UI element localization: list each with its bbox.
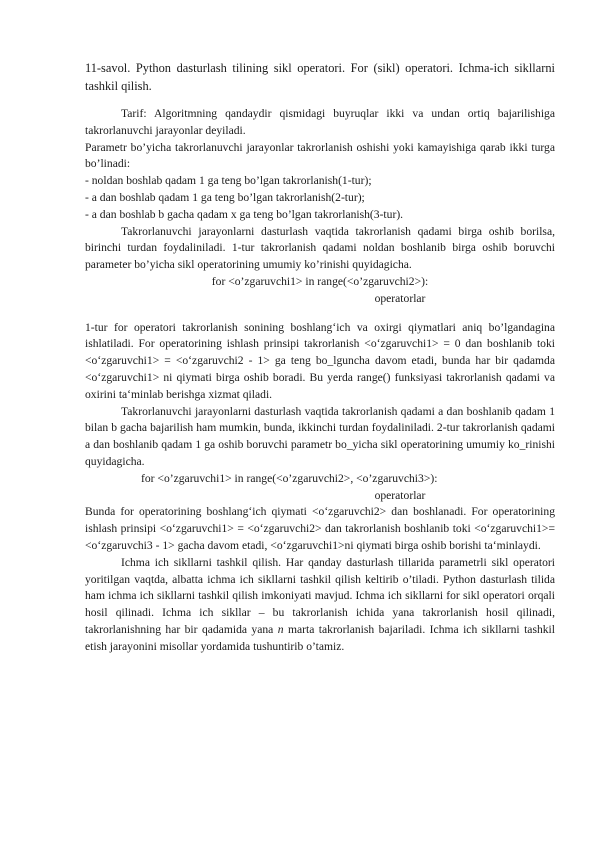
question-title: 11-savol. Python dasturlash tilining sikl operatori. For (sikl) operatori. Ichma-ich sikllarni tashkil qilish. [85,61,555,93]
nested-loops-paragraph: Ichma ich sikllarni tashkil qilish. Har qanday dasturlash tillarida parametrli sikl operatori yoritilgan vaqtda, albatta ichma ich sikllarni tashkil qilish keltirib o’tiladi. Python dasturlash tilida ham ichma ich sikllarni tashkil qilish imkoniyati mavjud. Ichma ich sikllarni for sikl operatori orqali hosil qilinadi. Ichma ich sikllar – bu takrorlanish ichida yana takrorlanish hosil qilinadi, takrorlanishning har bir qadamida yana n marta takrorlanish bajariladi. Ichma ich sikllarni tashkil etish jarayonini misollar yordamida tushuntirib o’tamiz. [85,555,555,653]
n-variable: n [277,622,284,636]
list-item: - noldan boshlab qadam 1 ga teng bo’lgan takrorlanish(1-tur); [85,174,372,188]
code-line-2b: operatorlar [374,488,426,502]
definition-paragraph: Tarif: Algoritmning qandaydir qismidagi buyruqlar ikki va undan ortiq bajarilishiga takrorlanuvchi jarayonlar deyiladi. [85,107,555,137]
type2-paragraph: Takrorlanuvchi jarayonlarni dasturlash vaqtida takrorlanish qadami a dan boshlanib qadam 1 bilan b gacha bajarilish ham mumkin, bunda, ikkinchi turdan foydaliniladi. 2-tur takrorlanish qadami a dan boshlanib qadam 1 ga oshib boruvchi parametr bo_yicha sikl operatorining umumiy ko_rinishi quyidagicha. [85,404,555,468]
type1-explanation-paragraph: 1-tur for operatori takrorlanish sonining boshlang‘ich va oxirgi qiymatlari aniq bo’lgandagina ishlatiladi. For operatorining ishlash prinsipi takrorlanish <o‘zgaruvchi1> = 0 dan boshlanib toki <o‘zgaruvchi1> = <o‘zgaruvchi2 - 1> ga teng bo_lguncha davom etadi, bunda har bir qadamda <o‘zgaruvchi1> ni qiymati birga oshib boradi. Bu yerda range() funksiyasi takrorlanish qadami va oxirini ta‘minlab berishga xizmat qiladi. [85,320,555,401]
type1-paragraph: Takrorlanuvchi jarayonlarni dasturlash vaqtida takrorlanish qadami birga oshib borilsa, birinchi turdan foydaliniladi. 1-tur takrorlanish qadami noldan boshlanib birga oshib boruvchi parameter bo’yicha sikl operatorining umumiy ko’rinishi quyidagicha. [85,224,555,272]
type2-explanation-paragraph: Bunda for operatorining boshlang‘ich qiymati <o‘zgaruvchi2> dan boshlanadi. For operatorining ishlash prinsipi <o‘zgaruvchi1> = <o‘zgaruvchi2> dan takrorlanish boshlanib toki <o‘zgaruvchi1>=<o‘zgaruvchi3 - 1> gacha davom etadi, <o‘zgaruvchi1>ni qiymati birga oshib borishi ta‘minlaydi. [85,505,555,552]
parameter-paragraph: Parametr bo’yicha takrorlanuvchi jarayonlar takrorlanish oshishi yoki kamayishiga qarab ikki turga bo’linadi: [85,140,555,171]
code-line-2: for <o’zgaruvchi1> in range(<o’zgaruvchi2>, <o’zgaruvchi3>): [141,471,438,485]
list-item: - a dan boshlab qadam 1 ga teng bo’lgan takrorlanish(2-tur); [85,190,365,204]
document-body [85,106,555,656]
code-line-1b: operatorlar [374,291,426,305]
code-line-1: for <o’zgaruvchi1> in range(<o’zgaruvchi2>): [211,274,429,288]
list-item: - a dan boshlab b gacha qadam x ga teng bo’lgan takrorlanish(3-tur). [85,207,404,221]
